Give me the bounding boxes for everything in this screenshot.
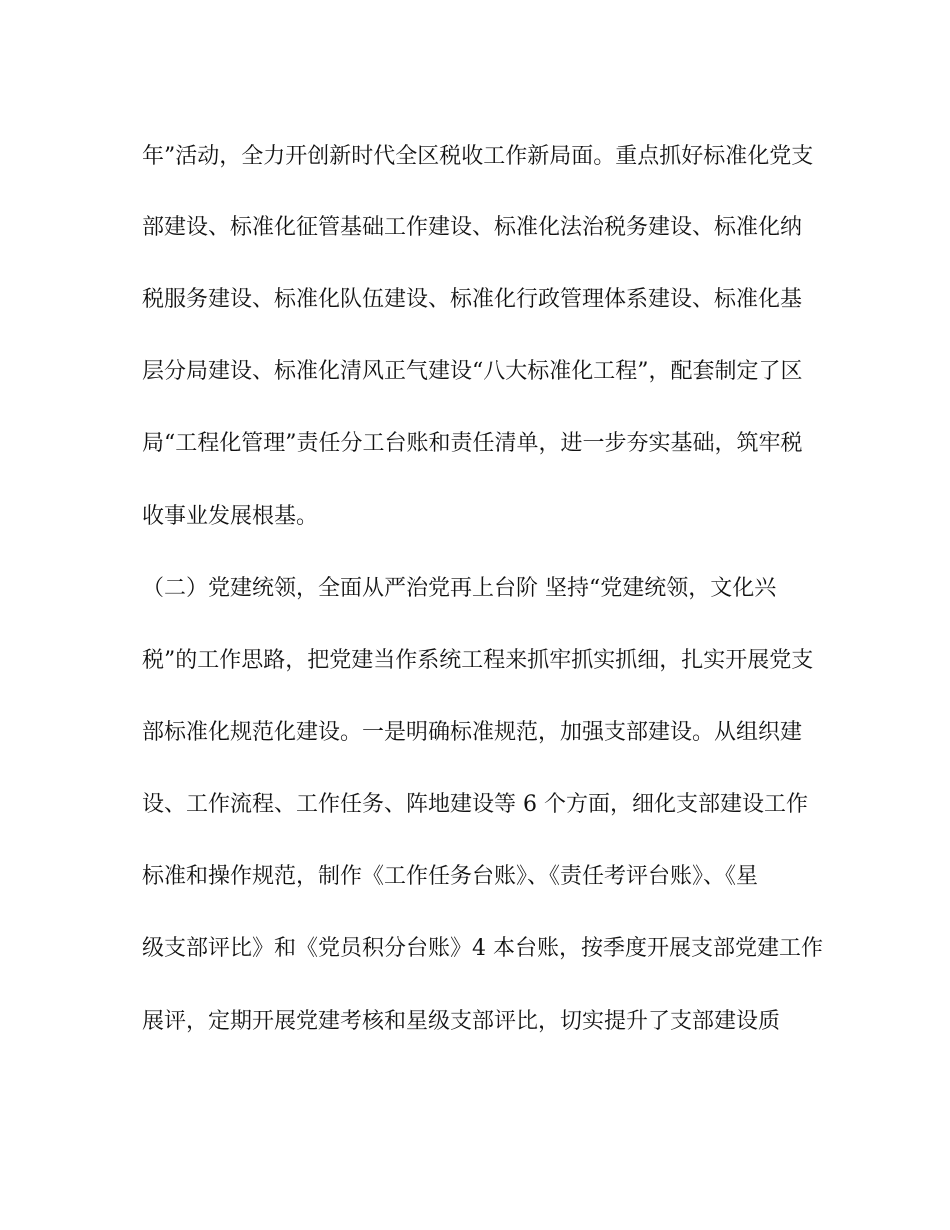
text-line: 税”的工作思路，把党建当作系统工程来抓牢抓实抓细，扎实开展党支: [142, 648, 814, 673]
text-line: 年”活动，全力开创新时代全区税收工作新局面。重点抓好标准化党支: [142, 144, 814, 169]
text-line: 标准和操作规范，制作《工作任务台账》、《责任考评台账》、《星: [142, 864, 759, 889]
text-line: 税服务建设、标准化队伍建设、标准化行政管理体系建设、标准化基: [142, 287, 803, 312]
text-line: 部标准化规范化建设。一是明确标准规范，加强支部建设。从组织建: [142, 720, 803, 745]
text-line: 部建设、标准化征管基础工作建设、标准化法治税务建设、标准化纳: [142, 215, 803, 240]
text-line: 级支部评比》和《党员积分台账》4 本台账，按季度开展支部党建工作: [142, 936, 823, 961]
section-heading-line: （二）党建统领，全面从严治党再上台阶 坚持“党建统领，文化兴: [142, 576, 777, 601]
text-line: 局“工程化管理”责任分工台账和责任清单，进一步夯实基础，筑牢税: [142, 431, 803, 456]
text-line: 层分局建设、标准化清风正气建设“八大标准化工程”，配套制定了区: [142, 359, 803, 384]
text-line: 展评，定期开展党建考核和星级支部评比，切实提升了支部建设质: [142, 1009, 781, 1034]
text-line: 设、工作流程、工作任务、阵地建设等 6 个方面，细化支部建设工作: [142, 792, 808, 817]
text-line: 收事业发展根基。: [142, 504, 319, 529]
